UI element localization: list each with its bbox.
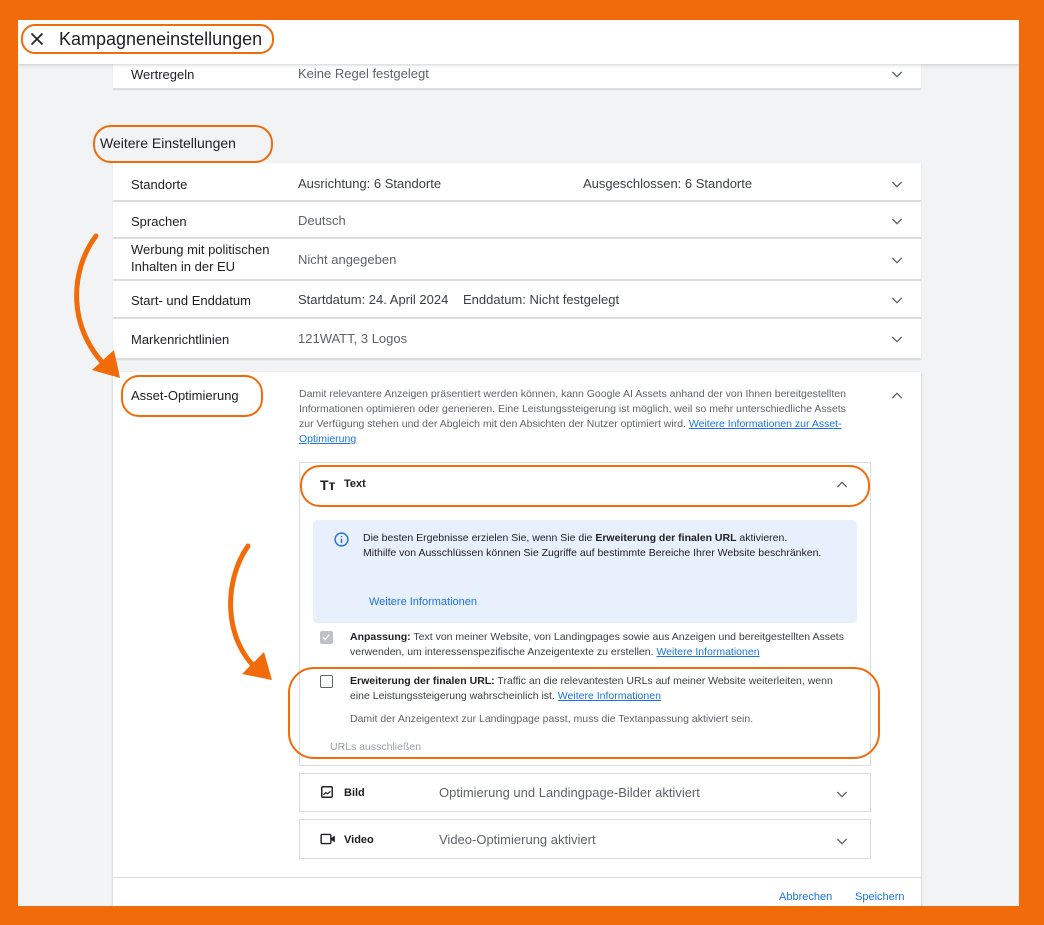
info-text-post: aktivieren. Mithilfe von Ausschlüssen können Sie Zugriffe auf bestimmte Bereiche Ihrer Website beschränken. <box>363 532 822 559</box>
save-button[interactable]: Speichern <box>855 891 905 903</box>
asset-description-text: Damit relevantere Anzeigen präsentiert werden können, kann Google AI Assets anhand der von Ihnen bereitgestellten Informationen optimieren oder generieren. Eine Leistungssteigerung ist möglich, weil so mehr unterschiedliche Assets zur Verfügung stehen und der Abgleich mit den Absichten der Nutzer optimiert wird. <box>299 388 846 430</box>
info-banner <box>313 520 857 623</box>
asset-label: Asset-Optimierung <box>131 388 239 403</box>
row-value: Keine Regel festgelegt <box>298 66 429 81</box>
final-url-text <box>350 674 850 704</box>
chevron-down-icon[interactable] <box>889 213 905 229</box>
video-panel-name: Video <box>344 834 374 846</box>
cancel-button[interactable]: Abbrechen <box>779 891 833 903</box>
video-panel-status: Video-Optimierung aktiviert <box>439 832 596 847</box>
row-value: Nicht angegeben <box>298 252 397 267</box>
row-label: Start- und Enddatum <box>131 293 251 308</box>
row-standorte[interactable] <box>113 163 921 201</box>
row-label: Wertregeln <box>131 67 195 82</box>
section-title: Weitere Einstellungen <box>100 135 236 151</box>
info-learn-more-link[interactable]: Weitere Informationen <box>369 596 478 608</box>
chevron-up-icon[interactable] <box>889 388 905 404</box>
highlight-title <box>21 24 274 54</box>
text-format-icon: Tт <box>320 477 336 493</box>
row-value-2: Ausgeschlossen: 6 Standorte <box>583 176 753 191</box>
chevron-down-icon[interactable] <box>889 252 905 268</box>
row-label: Sprachen <box>131 214 187 229</box>
info-text <box>363 531 823 561</box>
image-panel-status: Optimierung und Landingpage-Bilder aktiviert <box>439 785 700 800</box>
row-value: Startdatum: 24. April 2024 <box>298 292 449 307</box>
row-label: Standorte <box>131 177 188 192</box>
anpassung-bold: Anpassung: <box>350 631 411 643</box>
image-panel[interactable] <box>299 773 871 812</box>
image-icon <box>320 785 334 799</box>
row-start-enddatum[interactable] <box>113 281 921 318</box>
final-url-learn-more-link[interactable]: Weitere Informationen <box>557 690 661 702</box>
info-icon <box>333 531 350 548</box>
row-politische-werbung[interactable] <box>113 239 921 280</box>
info-text-pre: Die besten Ergebnisse erzielen Sie, wenn Sie die <box>363 532 596 544</box>
anpassung-desc: Text von meiner Website, von Landingpages sowie aus Anzeigen und bereitgestellten Assets verwenden, um interessenspezifische Anzeigentexte zu erstellen. <box>350 631 844 658</box>
text-panel-name: Text <box>344 478 366 490</box>
row-value: 121WATT, 3 Logos <box>298 331 408 346</box>
annotation-arrow-icon <box>216 540 286 690</box>
anpassung-learn-more-link[interactable]: Weitere Informationen <box>656 646 760 658</box>
top-bar <box>18 20 1019 64</box>
row-label: Markenrichtlinien <box>131 332 230 347</box>
exclude-urls-link[interactable]: URLs ausschließen <box>330 741 422 753</box>
anpassung-text <box>350 630 850 660</box>
chevron-down-icon[interactable] <box>834 833 850 849</box>
text-panel <box>299 462 871 766</box>
image-panel-header[interactable] <box>300 774 870 818</box>
video-icon <box>320 832 336 846</box>
asset-description <box>299 387 859 447</box>
final-url-bold: Erweiterung der finalen URL: <box>350 675 495 687</box>
chevron-down-icon[interactable] <box>889 331 905 347</box>
settings-window <box>18 20 1019 906</box>
row-sprachen[interactable] <box>113 202 921 238</box>
page-title: Kampagneneinstellungen <box>59 29 263 49</box>
anpassung-checkbox[interactable] <box>320 631 333 644</box>
video-panel-header[interactable] <box>300 820 870 864</box>
video-panel[interactable] <box>299 819 871 859</box>
row-value: Deutsch <box>298 213 346 228</box>
final-url-checkbox[interactable] <box>320 675 333 688</box>
highlight-text-panel <box>300 465 870 507</box>
row-value-2: Enddatum: Nicht festgelegt <box>463 292 620 307</box>
asset-learn-more-link[interactable]: Weitere Informationen zur Asset-Optimierung <box>299 418 842 445</box>
row-markenrichtlinien[interactable] <box>113 319 921 359</box>
info-text-bold: Erweiterung der finalen URL <box>595 532 737 544</box>
chevron-down-icon[interactable] <box>889 292 905 308</box>
chevron-down-icon[interactable] <box>889 66 905 82</box>
final-url-desc: Traffic an die relevantesten URLs auf meiner Website weiterleiten, wenn eine Leistungssteigerung wahrscheinlich ist. <box>350 675 833 702</box>
chevron-down-icon[interactable] <box>889 176 905 192</box>
row-value: Ausrichtung: 6 Standorte <box>298 176 442 191</box>
row-label: Werbung mit politischen Inhalten in der EU <box>131 242 270 274</box>
image-panel-name: Bild <box>344 787 365 799</box>
final-url-hint: Damit der Anzeigentext zur Landingpage passt, muss die Textanpassung aktiviert sein. <box>350 713 754 725</box>
checkmark-icon <box>321 632 331 642</box>
annotation-arrow-icon <box>58 230 138 390</box>
chevron-down-icon[interactable] <box>834 786 850 802</box>
footer <box>113 877 921 906</box>
